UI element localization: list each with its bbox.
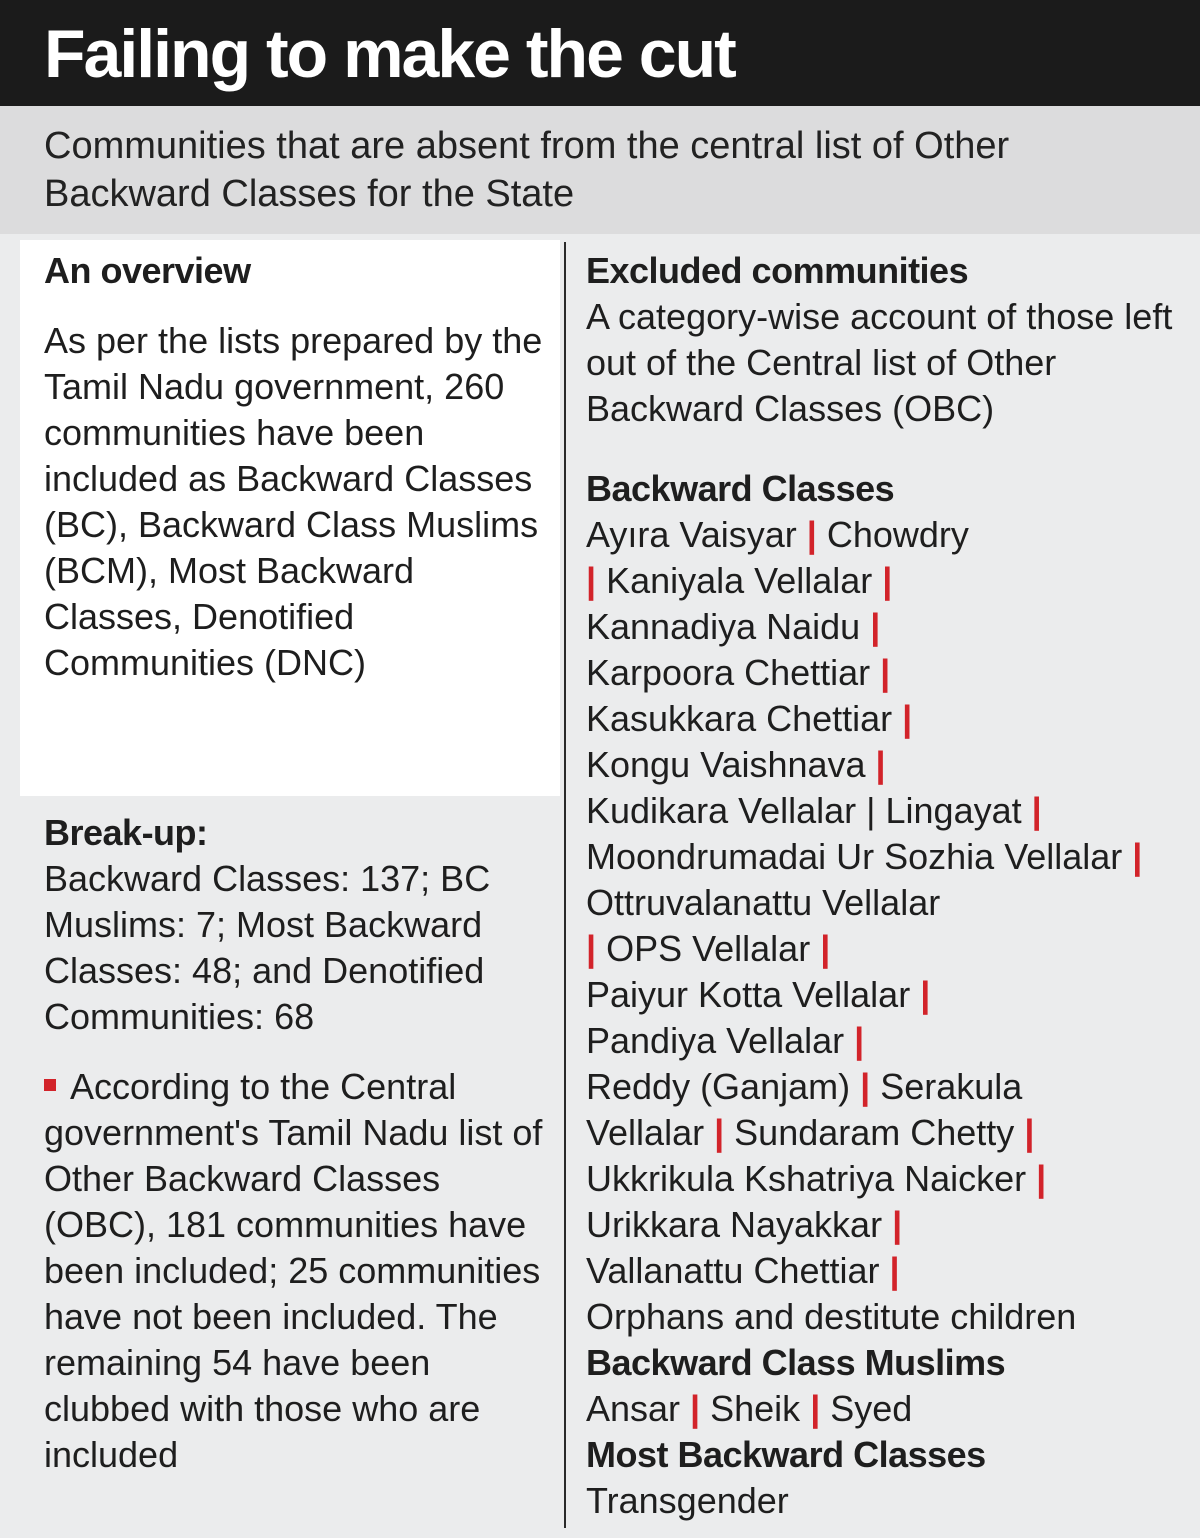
community-line <box>586 604 1186 650</box>
community-line <box>586 1064 1186 1110</box>
separator-bar: | <box>870 606 881 647</box>
bullet-icon <box>44 1079 56 1091</box>
separator-bar: | <box>690 1388 701 1429</box>
community-name: Pandiya Vellalar <box>586 1020 855 1061</box>
community-name: Ottruvalanattu Vellalar <box>586 882 941 923</box>
community-line <box>586 1018 1186 1064</box>
community-name: Kaniyala Vellalar <box>596 560 883 601</box>
community-name: Urikkara Nayakkar <box>586 1204 893 1245</box>
separator-bar: | <box>882 560 893 601</box>
subtitle-bar <box>0 106 1200 234</box>
separator-bar: | <box>1036 1158 1047 1199</box>
separator-bar: | <box>586 560 597 601</box>
separator-bar: | <box>810 1388 821 1429</box>
breakup-text: Backward Classes: 137; BC Muslims: 7; Most Backward Classes: 48; and Denotified Communities: 68 <box>44 858 491 1037</box>
bc-community-list <box>586 512 1186 1340</box>
central-list-note <box>44 1064 549 1478</box>
excluded-heading: Excluded communities <box>586 250 969 291</box>
community-line <box>586 834 1186 880</box>
community-name: Ayıra Vaisyar <box>586 514 807 555</box>
content-area <box>0 234 1200 1538</box>
separator-bar: | <box>889 1250 900 1291</box>
bcm-heading: Backward Class Muslims <box>586 1342 1006 1383</box>
community-line <box>586 558 1186 604</box>
community-name: Syed <box>820 1388 913 1429</box>
column-divider <box>564 242 566 1528</box>
community-name: Chowdry <box>816 514 969 555</box>
community-name: Paiyur Kotta Vellalar <box>586 974 921 1015</box>
community-name: Orphans and destitute children <box>586 1296 1077 1337</box>
separator-bar: | <box>892 1204 903 1245</box>
community-name: Sundaram Chetty <box>724 1112 1025 1153</box>
excluded-intro: A category-wise account of those left out of the Central list of Other Backward Classes (OBC) <box>586 296 1173 429</box>
community-line <box>586 696 1186 742</box>
community-line <box>586 880 1186 926</box>
separator-bar: | <box>860 1066 871 1107</box>
community-name: Kannadiya Naidu <box>586 606 871 647</box>
mbc-heading: Most Backward Classes <box>586 1434 986 1475</box>
community-line <box>586 1156 1186 1202</box>
community-name: Vellalar <box>586 1112 715 1153</box>
separator-bar: | <box>714 1112 725 1153</box>
separator-bar: | <box>820 928 831 969</box>
bc-heading: Backward Classes <box>586 468 895 509</box>
community-name: Kongu Vaishnava <box>586 744 876 785</box>
community-name: Vallanattu Chettiar <box>586 1250 890 1291</box>
community-name: Ukkrikula Kshatriya Naicker <box>586 1158 1037 1199</box>
community-name: Moondrumadai Ur Sozhia Vellalar <box>586 836 1133 877</box>
community-name: Kasukkara Chettiar <box>586 698 903 739</box>
separator-bar: | <box>875 744 886 785</box>
community-line <box>586 512 1186 558</box>
bcm-community-list <box>586 1386 1186 1432</box>
separator-bar: | <box>1031 790 1042 831</box>
community-line <box>586 1202 1186 1248</box>
community-line <box>586 1294 1186 1340</box>
community-line <box>586 1248 1186 1294</box>
separator-bar: | <box>880 652 891 693</box>
overview-text: As per the lists prepared by the Tamil Nadu government, 260 communities have been included as Backward Classes (BC), Backward Class Muslims (BCM), Most Backward Classes, Denotified Communities (DNC) <box>44 320 543 683</box>
community-name: OPS Vellalar <box>596 928 821 969</box>
mbc-community-list <box>586 1478 1186 1524</box>
community-name: Sheik <box>700 1388 811 1429</box>
community-line <box>586 926 1186 972</box>
community-name: Ansar <box>586 1388 691 1429</box>
community-name: Kudikara Vellalar | Lingayat <box>586 790 1032 831</box>
title-bar <box>0 0 1200 106</box>
community-line <box>586 788 1186 834</box>
separator-bar: | <box>1024 1112 1035 1153</box>
community-line <box>586 742 1186 788</box>
separator-bar: | <box>806 514 817 555</box>
separator-bar: | <box>1132 836 1143 877</box>
separator-bar: | <box>586 928 597 969</box>
community-name: Serakula <box>870 1066 1023 1107</box>
page-subtitle: Communities that are absent from the central list of Other Backward Classes for the State <box>44 125 1010 215</box>
separator-bar: | <box>902 698 913 739</box>
community-line <box>586 1110 1186 1156</box>
overview-heading: An overview <box>44 250 251 291</box>
central-list-text: According to the Central government's Tamil Nadu list of Other Backward Classes (OBC), 181 communities have been included; 25 communities have not been included. The remaining 54 have been clubbed with those who are included <box>44 1066 543 1475</box>
breakup-heading: Break-up: <box>44 812 208 853</box>
community-name: Karpoora Chettiar <box>586 652 881 693</box>
community-name: Reddy (Ganjam) <box>586 1066 861 1107</box>
community-line <box>586 972 1186 1018</box>
community-line <box>586 650 1186 696</box>
separator-bar: | <box>854 1020 865 1061</box>
page-title: Failing to make the cut <box>44 16 735 92</box>
community-name: Transgender <box>586 1480 789 1521</box>
separator-bar: | <box>920 974 931 1015</box>
